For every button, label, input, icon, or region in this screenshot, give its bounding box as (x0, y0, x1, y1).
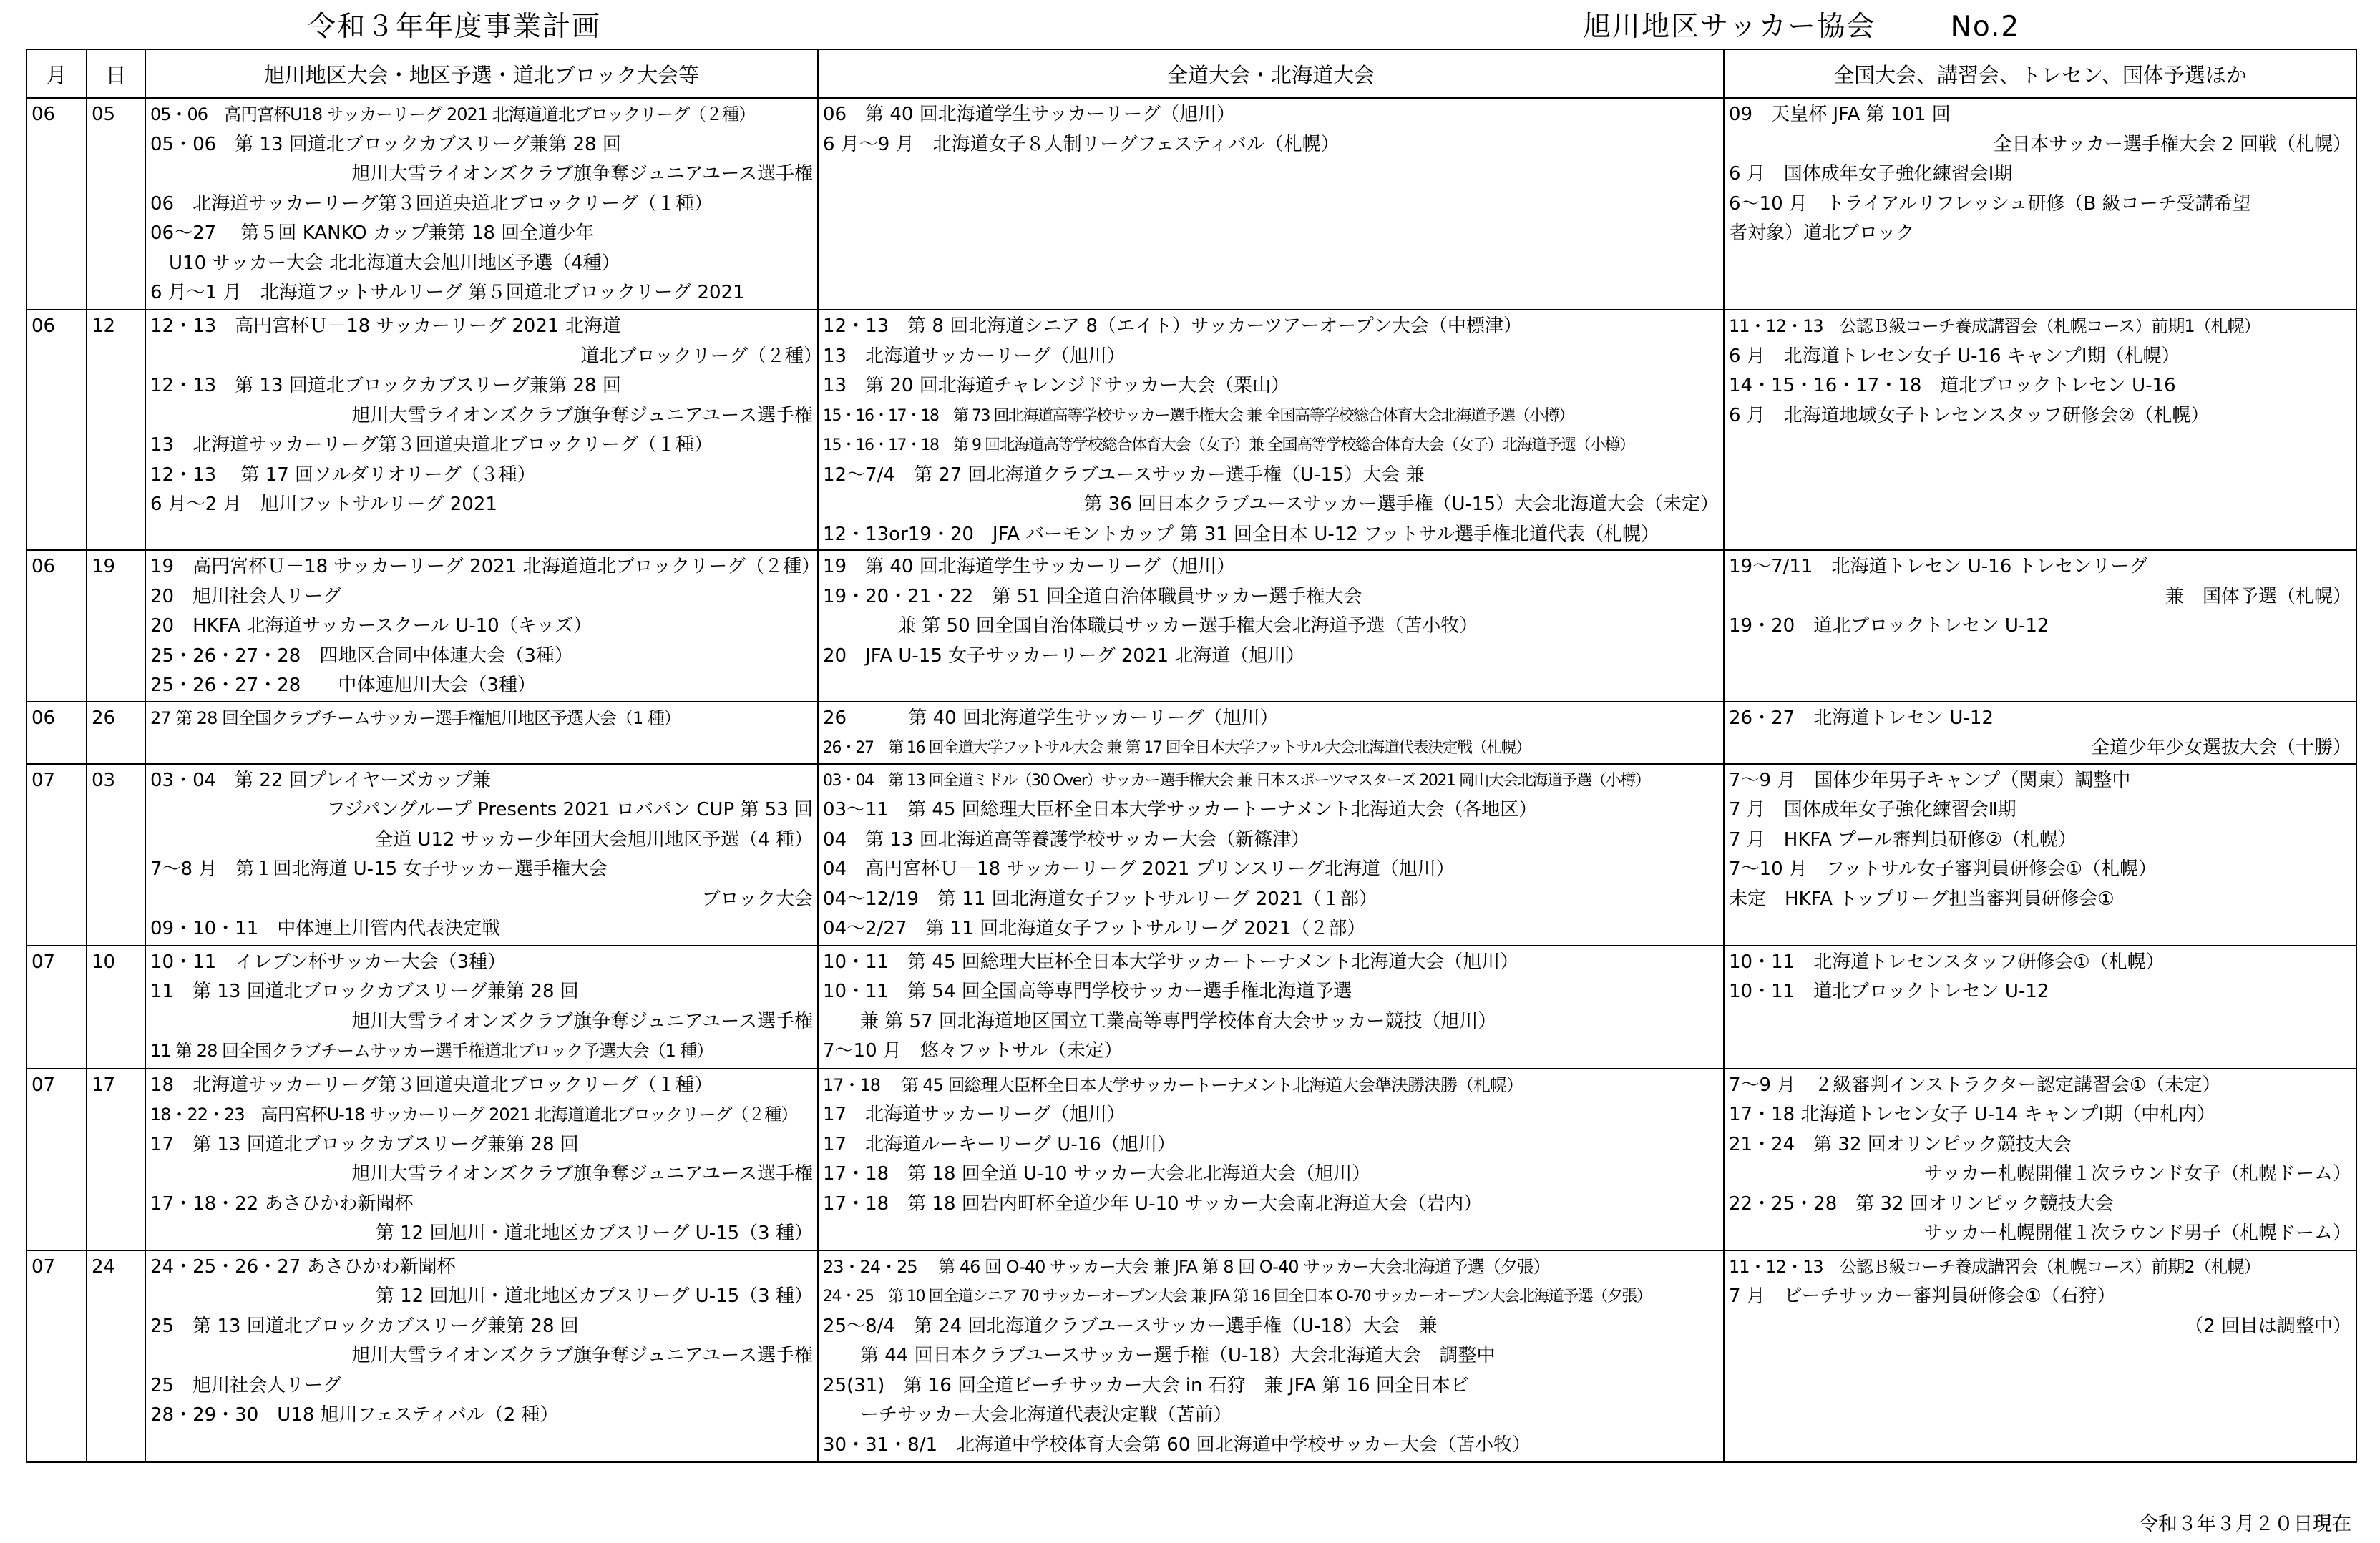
table-row (26, 1250, 2356, 1462)
event-line: 旭川大雪ライオンズクラブ旗争奪ジュニアユース選手権 (351, 1163, 813, 1185)
event-line: 7～8 月 第１回北海道 U-15 女子サッカー選手権大会 (150, 858, 608, 880)
organization-header (1583, 4, 2020, 44)
event-line: 13 第 20 回北海道チャレンジドサッカー大会（栗山） (823, 375, 1290, 396)
event-line: 26・27 北海道トレセン U-12 (1729, 707, 1994, 729)
event-line: 15・16・17・18 第 9 回北海道高等学校総合体育大会（女子）兼 全国高等学校総合体育大会（女子）北海道予選（小樽） (823, 436, 1634, 454)
local-events-cell (145, 550, 821, 702)
table-row (26, 310, 2356, 550)
event-line: 7 月 HKFA プール審判員研修②（札幌） (1729, 828, 2077, 851)
column-header-month: 月 (26, 49, 87, 98)
event-line: 17・18 第 45 回総理大臣杯全日本大学サッカートーナメント北海道大会準決勝決勝（札幌） (823, 1074, 1523, 1095)
column-header-national: 全国大会、講習会、トレセン、国体予選ほか (1724, 49, 2356, 98)
event-line: 15・16・17・18 第 73 回北海道高等学校サッカー選手権大会 兼 全国高等学校総合体育大会北海道予選（小樽） (823, 406, 1574, 425)
event-line: 旭川大雪ライオンズクラブ旗争奪ジュニアユース選手権 (351, 1345, 813, 1366)
event-line: 06～27 第５回 KANKO カップ兼第 18 回全道少年 (150, 222, 595, 244)
month-cell: 06 (26, 702, 87, 764)
event-line: 12・13or19・20 JFA バーモントカップ 第 31 回全日本 U-12 フットサル選手権北道代表（札幌） (823, 523, 1659, 545)
event-line: 12～7/4 第 27 回北海道クラブユースサッカー選手権（U-15）大会 兼 (823, 464, 1425, 486)
hokkaido-events-cell (818, 310, 1724, 550)
event-line: 17・18 北海道トレセン女子 U-14 キャンプⅠ期（中札内） (1729, 1104, 2216, 1125)
event-line: 10・11 道北ブロックトレセン U-12 (1729, 981, 2049, 1002)
event-line: 12・13 高円宮杯Ｕ－18 サッカーリーグ 2021 北海道 (150, 315, 621, 337)
table-row (26, 1069, 2356, 1250)
event-line: 06 第 40 回北海道学生サッカーリーグ（旭川） (823, 104, 1236, 125)
national-events-cell (1724, 702, 2356, 764)
event-line: 25・26・27・28 中体連旭川大会（3種） (150, 675, 536, 696)
event-line: 19～7/11 北海道トレセン U-16 トレセンリーグ (1729, 556, 2148, 577)
event-line: 第 44 回日本クラブユースサッカー選手権（U-18）大会北海道大会 調整中 (823, 1345, 1496, 1366)
national-events-cell (1724, 1069, 2356, 1250)
event-line: 7 月 国体成年女子強化練習会Ⅱ期 (1729, 799, 2016, 821)
event-line: 18・22・23 高円宮杯U-18 サッカーリーグ 2021 北海道道北ブロックリーグ（２種） (150, 1104, 798, 1125)
event-line: 者対象）道北ブロック (1729, 222, 1915, 244)
month-cell: 07 (26, 1069, 87, 1250)
event-line: 6 月～9 月 北海道女子８人制リーグフェスティバル（札幌） (823, 133, 1340, 155)
event-line: （2 回目は調整中） (2185, 1315, 2351, 1337)
event-line: 19 高円宮杯Ｕ－18 サッカーリーグ 2021 北海道道北ブロックリーグ（２種） (150, 556, 821, 577)
event-line: 10・11 イレブン杯サッカー大会（3種） (150, 951, 507, 973)
event-line: 25～8/4 第 24 回北海道クラブユースサッカー選手権（U-18）大会 兼 (823, 1315, 1438, 1337)
month-cell: 06 (26, 310, 87, 550)
event-line: 全道少年少女選抜大会（十勝） (2090, 737, 2351, 758)
day-cell: 10 (87, 946, 145, 1069)
hokkaido-events-cell (818, 550, 1724, 702)
event-line: 24・25・26・27 あさひかわ新聞杯 (150, 1255, 456, 1278)
national-events-cell (1724, 946, 2356, 1069)
month-cell: 07 (26, 1250, 87, 1462)
schedule-table (26, 49, 2357, 1463)
national-events-cell (1724, 310, 2356, 550)
event-line: 11 第 13 回道北ブロックカブスリーグ兼第 28 回 (150, 981, 579, 1002)
local-events-cell (145, 310, 887, 550)
event-line: 第 36 回日本クラブユースサッカー選手権（U-15）大会北海道大会（未定） (1083, 494, 1719, 515)
event-line: 20 旭川社会人リーグ (150, 585, 342, 607)
as-of-date: 令和３年３月２０日現在 (2139, 1513, 2351, 1535)
event-line: 道北ブロックリーグ（２種） (580, 345, 887, 367)
event-line: 13 北海道サッカーリーグ第３回道央道北ブロックリーグ（１種） (150, 434, 713, 456)
event-line: 11 第 28 回全国クラブチームサッカー選手権道北ブロック予選大会（1 種） (150, 1041, 713, 1061)
event-line: 10・11 第 54 回全国高等専門学校サッカー選手権北海道予選 (823, 981, 1352, 1002)
event-line: 26 第 40 回北海道学生サッカーリーグ（旭川） (823, 707, 1279, 729)
national-events-cell (1724, 98, 2356, 310)
event-line: 10・11 北海道トレセンスタッフ研修会①（札幌） (1729, 951, 2165, 973)
event-line: U10 サッカー大会 北北海道大会旭川地区予選（4種） (150, 252, 620, 274)
event-line: 19・20 道北ブロックトレセン U-12 (1729, 615, 2049, 637)
event-line: 兼 第 50 回全国自治体職員サッカー選手権大会北海道予選（苫小牧） (823, 615, 1478, 637)
event-line: 旭川大雪ライオンズクラブ旗争奪ジュニアユース選手権 (351, 163, 813, 185)
day-cell: 12 (87, 310, 145, 550)
event-line: 04～2/27 第 11 回北海道女子フットサルリーグ 2021（２部） (823, 918, 1366, 939)
event-line: 全日本サッカー選手権大会 2 回戦（札幌） (1993, 133, 2351, 155)
event-line: 24・25 第 10 回全道シニア 70 サッカーオープン大会 兼 JFA 第 16 回全日本 O-70 サッカーオープン大会北海道予選（夕張） (823, 1288, 1652, 1306)
event-line: 04～12/19 第 11 回北海道女子フットサルリーグ 2021（１部） (823, 888, 1377, 910)
hokkaido-events-cell (818, 98, 1724, 310)
event-line: 7～10 月 悠々フットサル（未定） (823, 1040, 1123, 1062)
event-line: 28・29・30 U18 旭川フェスティバル（2 種） (150, 1404, 559, 1426)
event-line: 12・13 第 8 回北海道シニア 8（エイト）サッカーツアーオープン大会（中標津） (823, 315, 1522, 337)
event-line: 09 天皇杯 JFA 第 101 回 (1729, 104, 1951, 125)
event-line: 20 HKFA 北海道サッカースクール U-10（キッズ） (150, 615, 592, 637)
event-line: 14・15・16・17・18 道北ブロックトレセン U-16 (1729, 375, 2176, 396)
event-line: 03・04 第 22 回プレイヤーズカップ兼 (150, 769, 491, 791)
national-events-cell (1724, 1250, 2356, 1462)
hokkaido-events-cell (818, 764, 1724, 946)
table-row (26, 98, 2356, 310)
event-line: 21・24 第 32 回オリンピック競技大会 (1729, 1133, 2072, 1155)
event-line: 7～9 月 国体少年男子キャンプ（関東）調整中 (1729, 769, 2131, 791)
event-line: サッカー札幌開催１次ラウンド男子（札幌ドーム） (1923, 1223, 2351, 1244)
column-header-day: 日 (87, 49, 145, 98)
event-line: 19 第 40 回北海道学生サッカーリーグ（旭川） (823, 556, 1236, 577)
event-line: 17・18 第 18 回全道 U-10 サッカー大会北北海道大会（旭川） (823, 1163, 1371, 1185)
event-line: 第 12 回旭川・道北地区カブスリーグ U-15（3 種） (375, 1223, 813, 1244)
event-line: 6 月 北海道トレセン女子 U-16 キャンプⅠ期（札幌） (1729, 345, 2180, 367)
local-events-cell (145, 98, 818, 310)
event-line: 12・13 第 17 回ソルダリオリーグ（３種） (150, 464, 536, 486)
table-row (26, 550, 2356, 702)
event-line: 05・06 第 13 回道北ブロックカブスリーグ兼第 28 回 (150, 133, 621, 155)
event-line: ーチサッカー大会北海道代表決定戦（苫前） (823, 1404, 1232, 1426)
event-line: 11・12・13 公認Ｂ級コーチ養成講習会（札幌コース）前期2（札幌） (1729, 1256, 2260, 1277)
event-line: 06 北海道サッカーリーグ第３回道央道北ブロックリーグ（１種） (150, 192, 713, 215)
event-line: 26・27 第 16 回全道大学フットサル大会 兼 第 17 回全日本大学フットサル大会北海道代表決定戦（札幌） (823, 739, 1531, 757)
event-line: 20 JFA U-15 女子サッカーリーグ 2021 北海道（旭川） (823, 645, 1305, 667)
hokkaido-events-cell (818, 702, 1724, 764)
event-line: 全道 U12 サッカー少年団大会旭川地区予選（4 種） (374, 828, 813, 851)
event-line: 13 北海道サッカーリーグ（旭川） (823, 345, 1126, 367)
national-events-cell (1724, 764, 2356, 946)
event-line: 05・06 高円宮杯U18 サッカーリーグ 2021 北海道道北ブロックリーグ（２種） (150, 104, 756, 124)
schedule-body (26, 98, 2356, 1462)
event-line: 17・18 第 18 回岩内町杯全道少年 U-10 サッカー大会南北海道大会（岩内） (823, 1192, 1483, 1215)
event-line: 6～10 月 トライアルリフレッシュ研修（B 級コーチ受講希望 (1729, 192, 2251, 215)
event-line: 17 北海道ルーキーリーグ U-16（旭川） (823, 1133, 1176, 1155)
event-line: 25 旭川社会人リーグ (150, 1374, 342, 1396)
column-header-hokkaido: 全道大会・北海道大会 (818, 49, 1724, 98)
event-line: 12・13 第 13 回道北ブロックカブスリーグ兼第 28 回 (150, 375, 621, 396)
day-cell: 03 (87, 764, 145, 946)
event-line: ブロック大会 (701, 888, 813, 910)
event-line: 04 第 13 回北海道高等養護学校サッカー大会（新篠津） (823, 828, 1310, 851)
table-row (26, 764, 2356, 946)
local-events-cell (145, 946, 818, 1069)
table-row (26, 946, 2356, 1069)
month-cell: 06 (26, 98, 87, 310)
event-line: 6 月 北海道地域女子トレセンスタッフ研修会②（札幌） (1729, 404, 2210, 426)
event-line: 6 月～2 月 旭川フットサルリーグ 2021 (150, 494, 497, 515)
page-number: No.2 (1950, 11, 2021, 43)
event-line: フジパングループ Presents 2021 ロバパン CUP 第 53 回 (326, 799, 813, 821)
event-line: 17 北海道サッカーリーグ（旭川） (823, 1104, 1126, 1125)
event-line: 04 高円宮杯Ｕ－18 サッカーリーグ 2021 プリンスリーグ北海道（旭川） (823, 858, 1455, 880)
event-line: 30・31・8/1 北海道中学校体育大会第 60 回北海道中学校サッカー大会（苫小牧） (823, 1434, 1531, 1456)
event-line: 17 第 13 回道北ブロックカブスリーグ兼第 28 回 (150, 1133, 579, 1155)
column-header-local: 旭川地区大会・地区予選・道北ブロック大会等 (145, 49, 818, 98)
event-line: 03～11 第 45 回総理大臣杯全日本大学サッカートーナメント北海道大会（各地区） (823, 799, 1538, 821)
event-line: 旭川大雪ライオンズクラブ旗争奪ジュニアユース選手権 (351, 1010, 813, 1032)
event-line: 27 第 28 回全国クラブチームサッカー選手権旭川地区予選大会（1 種） (150, 707, 681, 728)
hokkaido-events-cell (818, 1250, 1724, 1462)
day-cell: 17 (87, 1069, 145, 1250)
month-cell: 06 (26, 550, 87, 702)
event-line: 22・25・28 第 32 回オリンピック競技大会 (1729, 1192, 2114, 1215)
local-events-cell (145, 764, 818, 946)
event-line: 兼 第 57 回北海道地区国立工業高等専門学校体育大会サッカー競技（旭川） (823, 1010, 1497, 1032)
event-line: 18 北海道サッカーリーグ第３回道央道北ブロックリーグ（１種） (150, 1074, 713, 1096)
event-line: 19・20・21・22 第 51 回全道自治体職員サッカー選手権大会 (823, 585, 1362, 607)
event-line: 11・12・13 公認Ｂ級コーチ養成講習会（札幌コース）前期1（札幌） (1729, 316, 2260, 336)
day-cell: 19 (87, 550, 145, 702)
hokkaido-events-cell (818, 1069, 1724, 1250)
event-line: 6 月 国体成年女子強化練習会Ⅰ期 (1729, 163, 2013, 185)
event-line: 23・24・25 第 46 回 O-40 サッカー大会 兼 JFA 第 8 回 O-40 サッカー大会北海道予選（夕張） (823, 1256, 1550, 1277)
event-line: 第 12 回旭川・道北地区カブスリーグ U-15（3 種） (375, 1285, 813, 1307)
hokkaido-events-cell (818, 946, 1724, 1069)
organization-name: 旭川地区サッカー協会 (1583, 11, 1876, 43)
event-line: 25 第 13 回道北ブロックカブスリーグ兼第 28 回 (150, 1315, 579, 1337)
event-line: 7 月 ビーチサッカー審判員研修会①（石狩） (1729, 1285, 2116, 1307)
event-line: 7～9 月 ２級審判インストラクター認定講習会①（未定） (1729, 1074, 2221, 1096)
month-cell: 07 (26, 764, 87, 946)
event-line: サッカー札幌開催１次ラウンド女子（札幌ドーム） (1923, 1163, 2351, 1185)
event-line: 兼 国体予選（札幌） (2165, 585, 2351, 607)
day-cell: 26 (87, 702, 145, 764)
header-row (26, 49, 2356, 98)
event-line: 09・10・11 中体連上川管内代表決定戦 (150, 918, 501, 939)
month-cell: 07 (26, 946, 87, 1069)
event-line: 25(31) 第 16 回全道ビーチサッカー大会 in 石狩 兼 JFA 第 16 回全日本ビ (823, 1374, 1469, 1396)
event-line: 10・11 第 45 回総理大臣杯全日本大学サッカートーナメント北海道大会（旭川） (823, 951, 1519, 973)
event-line: 7～10 月 フットサル女子審判員研修会①（札幌） (1729, 858, 2157, 880)
event-line: 03・04 第 13 回全道ミドル（30 Over）サッカー選手権大会 兼 日本スポーツマスターズ 2021 岡山大会北海道予選（小樽） (823, 771, 1650, 790)
table-row (26, 702, 2356, 764)
event-line: 6 月～1 月 北海道フットサルリーグ 第５回道北ブロックリーグ 2021 (150, 282, 745, 303)
local-events-cell (145, 1069, 818, 1250)
event-line: 25・26・27・28 四地区合同中体連大会（3種） (150, 645, 573, 667)
local-events-cell (145, 702, 818, 764)
event-line: 17・18・22 あさひかわ新聞杯 (150, 1192, 414, 1215)
event-line: 未定 HKFA トップリーグ担当審判員研修会① (1729, 888, 2115, 910)
document-title: 令和３年年度事業計画 (308, 11, 602, 43)
local-events-cell (145, 1250, 818, 1462)
national-events-cell (1724, 550, 2356, 702)
day-cell: 24 (87, 1250, 145, 1462)
day-cell: 05 (87, 98, 145, 310)
event-line: 旭川大雪ライオンズクラブ旗争奪ジュニアユース選手権 (351, 404, 813, 426)
